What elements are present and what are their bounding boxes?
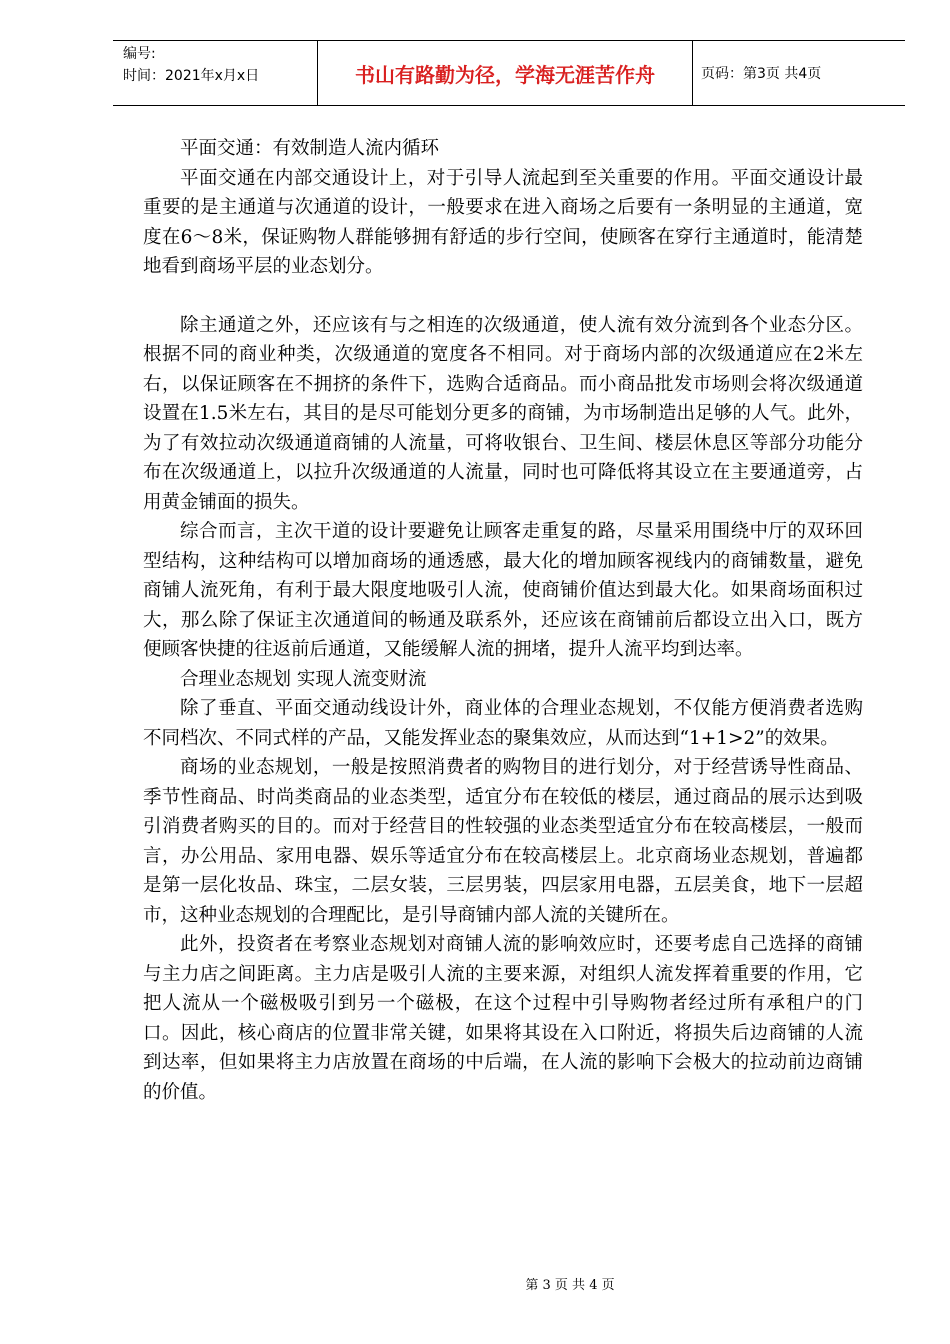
number-label: 编号: [123, 46, 156, 62]
section-heading: 合理业态规划 实现人流变财流 [180, 668, 427, 690]
header-meta [113, 41, 317, 105]
paragraph: 综合而言，主次干道的设计要避免让顾客走重复的路，尽量采用围绕中厅的双环回型结构，这种结构可以增加商场的通透感，最大化的增加顾客视线内的商铺数量，避免商铺人流死角，有利于最大限度地吸引人流，使商铺价值达到最大化。如果商场面积过大，那么除了保证主次通道间的畅通及联系外，还应该在商铺前后都设立出入口，既方便顾客快捷的往返前后通道，又能缓解人流的拥堵，提升人流平均到达率。 [143, 521, 863, 660]
page-header [113, 40, 905, 106]
paragraph: 商场的业态规划，一般是按照消费者的购物目的进行划分，对于经营诱导性商品、季节性商品、时尚类商品的业态类型，适宜分布在较低的楼层，通过商品的展示达到吸引消费者购买的目的。而对于经营目的性较强的业态类型适宜分布在较高楼层，一般而言，办公用品、家用电器、娱乐等适宜分布在较高楼层上。北京商场业态规划，普遍都是第一层化妆品、珠宝，二层女装，三层男装，四层家用电器，五层美食，地下一层超市，这种业态规划的合理配比，是引导商铺内部人流的关键所在。 [143, 757, 863, 926]
header-page-info: 页码：第3页 共4页 [701, 66, 822, 82]
time-label: 时间：2021年x月x日 [123, 68, 260, 84]
section-heading: 平面交通：有效制造人流内循环 [180, 138, 440, 159]
page-footer: 第 3 页 共 4 页 [525, 1278, 615, 1293]
paragraph: 平面交通在内部交通设计上，对于引导人流起到至关重要的作用。平面交通设计最重要的是主通道与次通道的设计，一般要求在进入商场之后要有一条明显的主通道，宽度在6～8米，保证购物人群能够拥有舒适的步行空间，使顾客在穿行主通道时，能清楚地看到商场平层的业态划分。 [143, 167, 863, 277]
paragraph: 除了垂直、平面交通动线设计外，商业体的合理业态规划，不仅能方便消费者选购不同档次、不同式样的产品，又能发挥业态的聚集效应，从而达到“1+1>2”的效果。 [143, 698, 863, 749]
header-motto: 书山有路勤为径，学海无涯苦作舟 [317, 41, 693, 105]
document-body [143, 134, 863, 1107]
paragraph: 此外，投资者在考察业态规划对商铺人流的影响效应时，还要考虑自己选择的商铺与主力店之间距离。主力店是吸引人流的主要来源，对组织人流发挥着重要的作用，它把人流从一个磁极吸引到另一个磁极，在这个过程中引导购物者经过所有承租户的门口。因此，核心商店的位置非常关键，如果将其设在入口附近，将损失后边商铺的人流到达率，但如果将主力店放置在商场的中后端，在人流的影响下会极大的拉动前边商铺的价值。 [143, 934, 863, 1103]
paragraph: 除主通道之外，还应该有与之相连的次级通道，使人流有效分流到各个业态分区。根据不同的商业种类，次级通道的宽度各不相同。对于商场内部的次级通道应在2米左右，以保证顾客在不拥挤的条件下，选购合适商品。而小商品批发市场则会将次级通道设置在1.5米左右，其目的是尽可能划分更多的商铺，为市场制造出足够的人气。此外，为了有效拉动次级通道商铺的人流量，可将收银台、卫生间、楼层休息区等部分功能分布在次级通道上，以拉升次级通道的人流量，同时也可降低将其设立在主要通道旁，占用黄金铺面的损失。 [143, 314, 863, 513]
